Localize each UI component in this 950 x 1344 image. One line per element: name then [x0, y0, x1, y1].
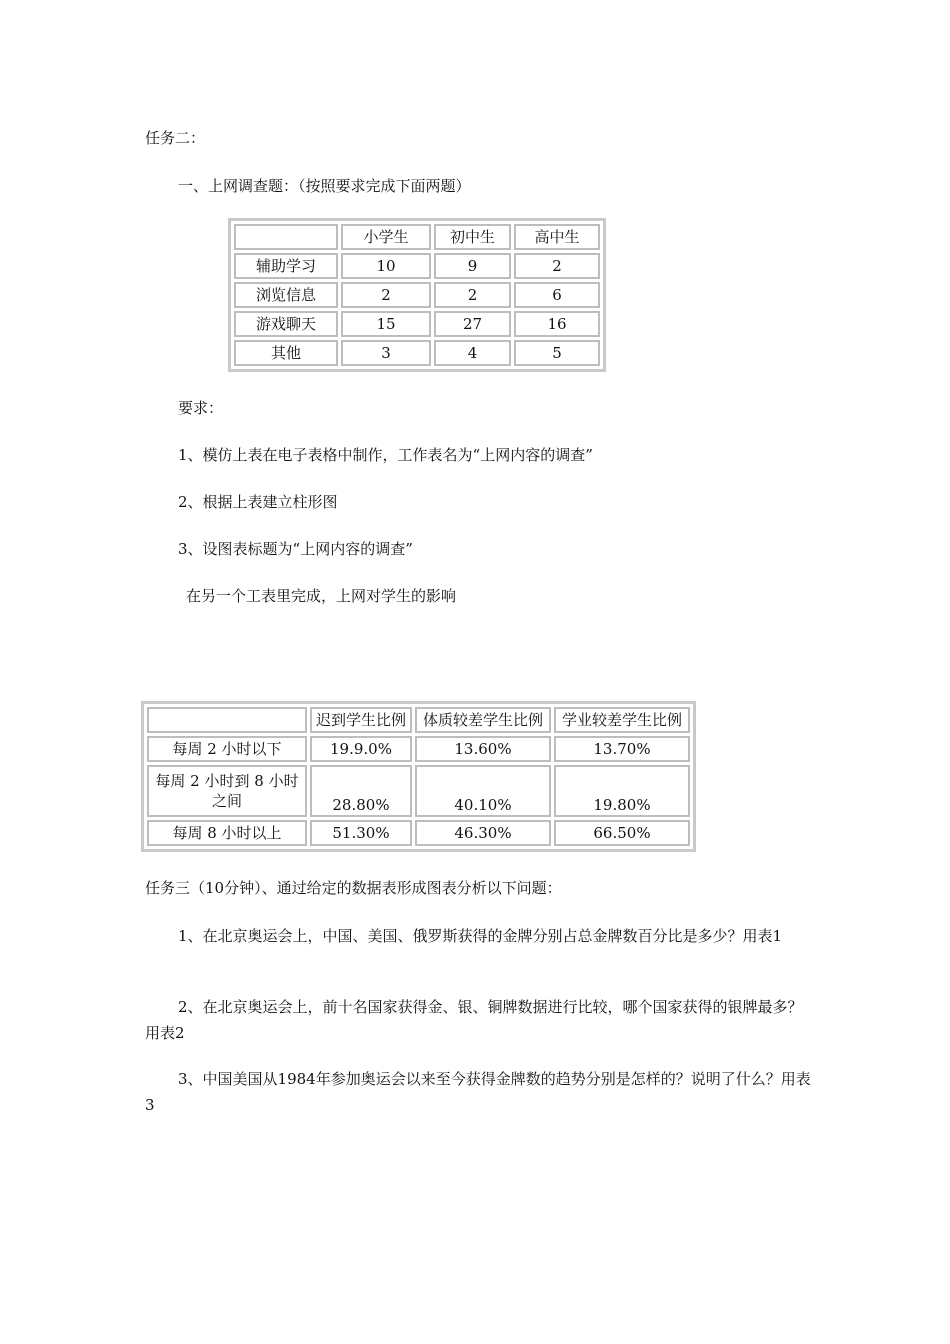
- table-header-row: [147, 707, 690, 733]
- table-row: [234, 311, 600, 337]
- table-cell: 高中生: [514, 224, 600, 250]
- table-row: [147, 765, 690, 817]
- table-cell: 40.10%: [415, 765, 551, 817]
- table-cell: 46.30%: [415, 820, 551, 846]
- table-cell: 2: [341, 282, 431, 308]
- task2-heading: 任务二：: [145, 129, 206, 147]
- survey-table: [228, 218, 606, 372]
- another-sheet-note: 在另一个工表里完成，上网对学生的影响: [186, 587, 457, 605]
- table-row: [147, 820, 690, 846]
- requirements-label: 要求：: [178, 399, 224, 417]
- table-cell: 初中生: [434, 224, 511, 250]
- table-cell: 游戏聊天: [234, 311, 338, 337]
- table-cell: 小学生: [341, 224, 431, 250]
- question-3: 3、中国美国从1984年参加奥运会以来至今获得金牌数的趋势分别是怎样的？说明了什么？用表3: [145, 1070, 811, 1114]
- requirement-2: 2、根据上表建立柱形图: [178, 493, 338, 511]
- table-cell: 16: [514, 311, 600, 337]
- table-cell: 体质较差学生比例: [415, 707, 551, 733]
- table-cell: [234, 224, 338, 250]
- table-cell: 学业较差学生比例: [554, 707, 690, 733]
- table-cell: 浏览信息: [234, 282, 338, 308]
- table-cell: 4: [434, 340, 511, 366]
- table-cell: 辅助学习: [234, 253, 338, 279]
- table-cell: 6: [514, 282, 600, 308]
- table-cell: 2: [514, 253, 600, 279]
- table-row: [234, 253, 600, 279]
- table-cell: 其他: [234, 340, 338, 366]
- table-cell: 27: [434, 311, 511, 337]
- table-cell: 51.30%: [310, 820, 412, 846]
- survey-heading: 一、上网调查题：（按照要求完成下面两题）: [178, 177, 471, 195]
- table-cell: 迟到学生比例: [310, 707, 412, 733]
- table-cell: 3: [341, 340, 431, 366]
- table-cell: 15: [341, 311, 431, 337]
- task3-heading: 任务三（10分钟）、通过给定的数据表形成图表分析以下问题：: [145, 879, 562, 897]
- table-row: [234, 282, 600, 308]
- question-1: 1、在北京奥运会上，中国、美国、俄罗斯获得的金牌分别占总金牌数百分比是多少？用表1: [178, 927, 783, 945]
- table-cell: 13.60%: [415, 736, 551, 762]
- table-cell: 19.80%: [554, 765, 690, 817]
- requirement-1: 1、模仿上表在电子表格中制作，工作表名为“上网内容的调查”: [178, 446, 593, 464]
- table-cell: 每周 2 小时以下: [147, 736, 307, 762]
- table-cell: 9: [434, 253, 511, 279]
- table-cell: 5: [514, 340, 600, 366]
- impact-table: [141, 701, 696, 852]
- table-cell: 19.9.0%: [310, 736, 412, 762]
- table-cell: 每周 2 小时到 8 小时之间: [147, 765, 307, 817]
- requirement-3: 3、设图表标题为“上网内容的调查”: [178, 540, 413, 558]
- table-cell: 28.80%: [310, 765, 412, 817]
- table-cell: [147, 707, 307, 733]
- table-row: [234, 340, 600, 366]
- table-cell: 2: [434, 282, 511, 308]
- question-2: 2、在北京奥运会上，前十名国家获得金、银、铜牌数据进行比较，哪个国家获得的银牌最多？用表2: [145, 998, 803, 1042]
- table-cell: 10: [341, 253, 431, 279]
- table-row: [147, 736, 690, 762]
- table-cell: 每周 8 小时以上: [147, 820, 307, 846]
- table-cell: 66.50%: [554, 820, 690, 846]
- table-cell: 13.70%: [554, 736, 690, 762]
- table-header-row: [234, 224, 600, 250]
